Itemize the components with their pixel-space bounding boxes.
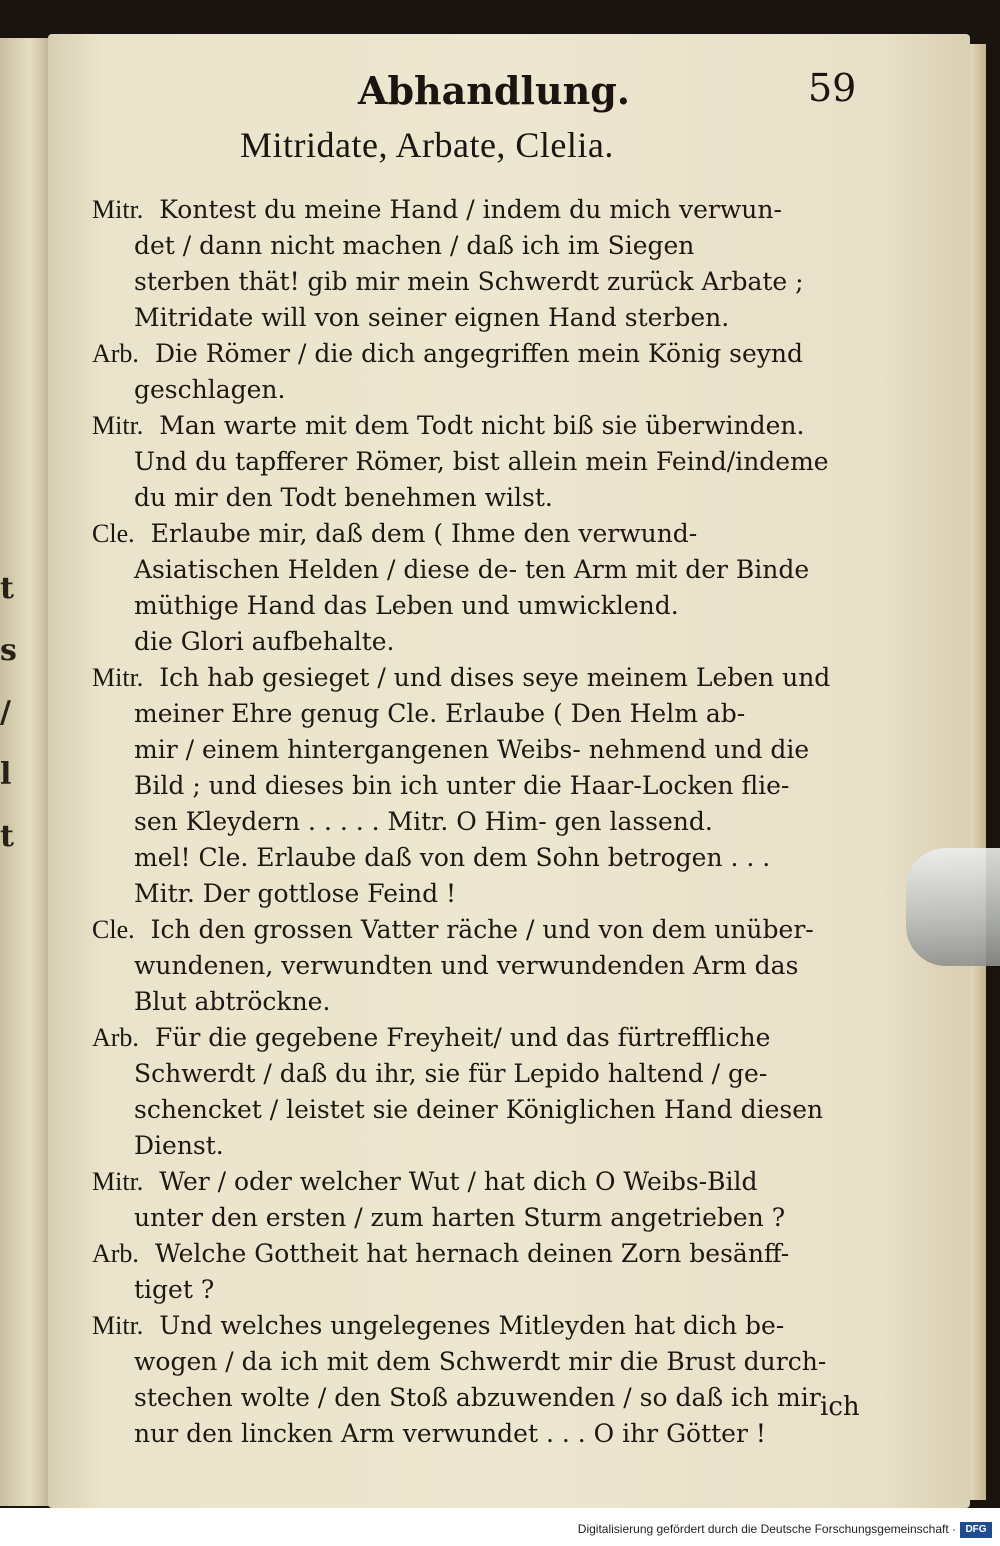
text-line — [92, 1344, 872, 1380]
page-clip — [906, 848, 1000, 966]
footer-credit: Digitalisierung gefördert durch die Deutsche Forschungsgemeinschaft · — [577, 1522, 956, 1536]
line-text: geschlagen. — [134, 375, 286, 404]
text-line — [92, 1092, 872, 1128]
text-line — [92, 228, 872, 264]
text-line — [92, 624, 872, 660]
line-text: mir / einem hintergangenen Weibs- nehmend und die — [134, 735, 810, 764]
line-text: Wer / oder welcher Wut / hat dich O Weibs-Bild — [159, 1167, 758, 1196]
left-glyph: t — [0, 819, 14, 854]
line-text: Und du tapfferer Römer, bist allein mein Feind/indeme — [134, 447, 829, 476]
line-text: stechen wolte / den Stoß abzuwenden / so daß ich mir — [134, 1383, 821, 1412]
speaker-label: Arb. — [92, 1023, 139, 1052]
text-line — [92, 1308, 872, 1344]
text-line — [92, 1128, 872, 1164]
line-text: Ich den grossen Vatter räche / und von dem unüber- — [150, 915, 814, 944]
text-line — [92, 696, 872, 732]
speaker-label: Arb. — [92, 339, 139, 368]
text-line — [92, 1380, 872, 1416]
text-line — [92, 1056, 872, 1092]
text-line — [92, 1164, 872, 1200]
line-text: wundenen, verwundten und verwundenden Arm das — [134, 951, 799, 980]
left-page-glyphs — [0, 558, 20, 868]
text-line — [92, 516, 872, 552]
line-text: Und welches ungelegenes Mitleyden hat dich be- — [159, 1311, 785, 1340]
text-line — [92, 912, 872, 948]
text-line — [92, 408, 872, 444]
catchword: ich — [820, 1392, 860, 1422]
line-text: Bild ; und dieses bin ich unter die Haar-Locken flie- — [134, 771, 790, 800]
line-text: du mir den Todt benehmen wilst. — [134, 483, 553, 512]
page-number: 59 — [808, 66, 857, 110]
line-text: Mitr. Der gottlose Feind ! — [134, 879, 457, 908]
text-line — [92, 444, 872, 480]
text-line — [92, 804, 872, 840]
text-line — [92, 264, 872, 300]
text-line — [92, 300, 872, 336]
line-text: Kontest du meine Hand / indem du mich verwun- — [159, 195, 782, 224]
line-text: Schwerdt / daß du ihr, sie für Lepido haltend / ge- — [134, 1059, 768, 1088]
text-line — [92, 192, 872, 228]
text-line — [92, 480, 872, 516]
text-line — [92, 732, 872, 768]
text-line — [92, 588, 872, 624]
line-text: Dienst. — [134, 1131, 224, 1160]
speaker-label: Arb. — [92, 1239, 139, 1268]
speaker-label: Mitr. — [92, 663, 144, 692]
line-text: Für die gegebene Freyheit/ und das fürtreffliche — [154, 1023, 771, 1052]
speaker-label: Mitr. — [92, 195, 144, 224]
line-text: nur den lincken Arm verwundet . . . O ihr Götter ! — [134, 1419, 766, 1448]
text-line — [92, 372, 872, 408]
left-glyph: s — [0, 633, 17, 668]
text-line — [92, 552, 872, 588]
line-text: Mitridate will von seiner eignen Hand sterben. — [134, 303, 730, 332]
line-text: schencket / leistet sie deiner Königlichen Hand diesen — [134, 1095, 824, 1124]
line-text: Erlaube mir, daß dem ( Ihme den verwund- — [150, 519, 698, 548]
line-text: Welche Gottheit hat hernach deinen Zorn besänff- — [154, 1239, 790, 1268]
text-line — [92, 336, 872, 372]
line-text: Ich hab gesieget / und dises seye meinem Leben und — [159, 663, 831, 692]
text-line — [92, 1236, 872, 1272]
line-text: wogen / da ich mit dem Schwerdt mir die Brust durch- — [134, 1347, 827, 1376]
speaker-label: Mitr. — [92, 411, 144, 440]
dfg-logo: DFG — [960, 1522, 992, 1538]
page-text — [92, 192, 872, 1452]
line-text: det / dann nicht machen / daß ich im Siegen — [134, 231, 695, 260]
line-text: unter den ersten / zum harten Sturm angetrieben ? — [134, 1203, 786, 1232]
line-text: sterben thät! gib mir mein Schwerdt zurück Arbate ; — [134, 267, 804, 296]
left-page-edge — [0, 38, 50, 1506]
left-glyph: / — [0, 695, 11, 730]
line-text: müthige Hand das Leben und umwicklend. — [134, 591, 679, 620]
line-text: sen Kleydern . . . . . Mitr. O Him- gen lassend. — [134, 807, 713, 836]
text-line — [92, 768, 872, 804]
left-glyph: t — [0, 571, 14, 606]
speaker-label: Mitr. — [92, 1311, 144, 1340]
speaker-label: Cle. — [92, 519, 135, 548]
text-line — [92, 660, 872, 696]
left-glyph: l — [0, 757, 12, 792]
line-text: tiget ? — [134, 1275, 215, 1304]
line-text: Blut abtröckne. — [134, 987, 331, 1016]
line-text: mel! Cle. Erlaube daß von dem Sohn betrogen . . . — [134, 843, 771, 872]
line-text: meiner Ehre genug Cle. Erlaube ( Den Helm ab- — [134, 699, 746, 728]
text-line — [92, 948, 872, 984]
line-text: Man warte mit dem Todt nicht biß sie überwinden. — [159, 411, 805, 440]
scene-title: Mitridate, Arbate, Clelia. — [240, 125, 614, 165]
speaker-label: Mitr. — [92, 1167, 144, 1196]
line-text: Asiatischen Helden / diese de- ten Arm mit der Binde — [134, 555, 810, 584]
page-header: Abhandlung. — [358, 68, 630, 113]
text-line — [92, 1416, 872, 1452]
text-line — [92, 1020, 872, 1056]
text-line — [92, 984, 872, 1020]
text-line — [92, 840, 872, 876]
speaker-label: Cle. — [92, 915, 135, 944]
line-text: die Glori aufbehalte. — [134, 627, 395, 656]
text-line — [92, 876, 872, 912]
text-line — [92, 1200, 872, 1236]
line-text: Die Römer / die dich angegriffen mein König seynd — [154, 339, 804, 368]
text-line — [92, 1272, 872, 1308]
footer-bar — [0, 1508, 1000, 1546]
